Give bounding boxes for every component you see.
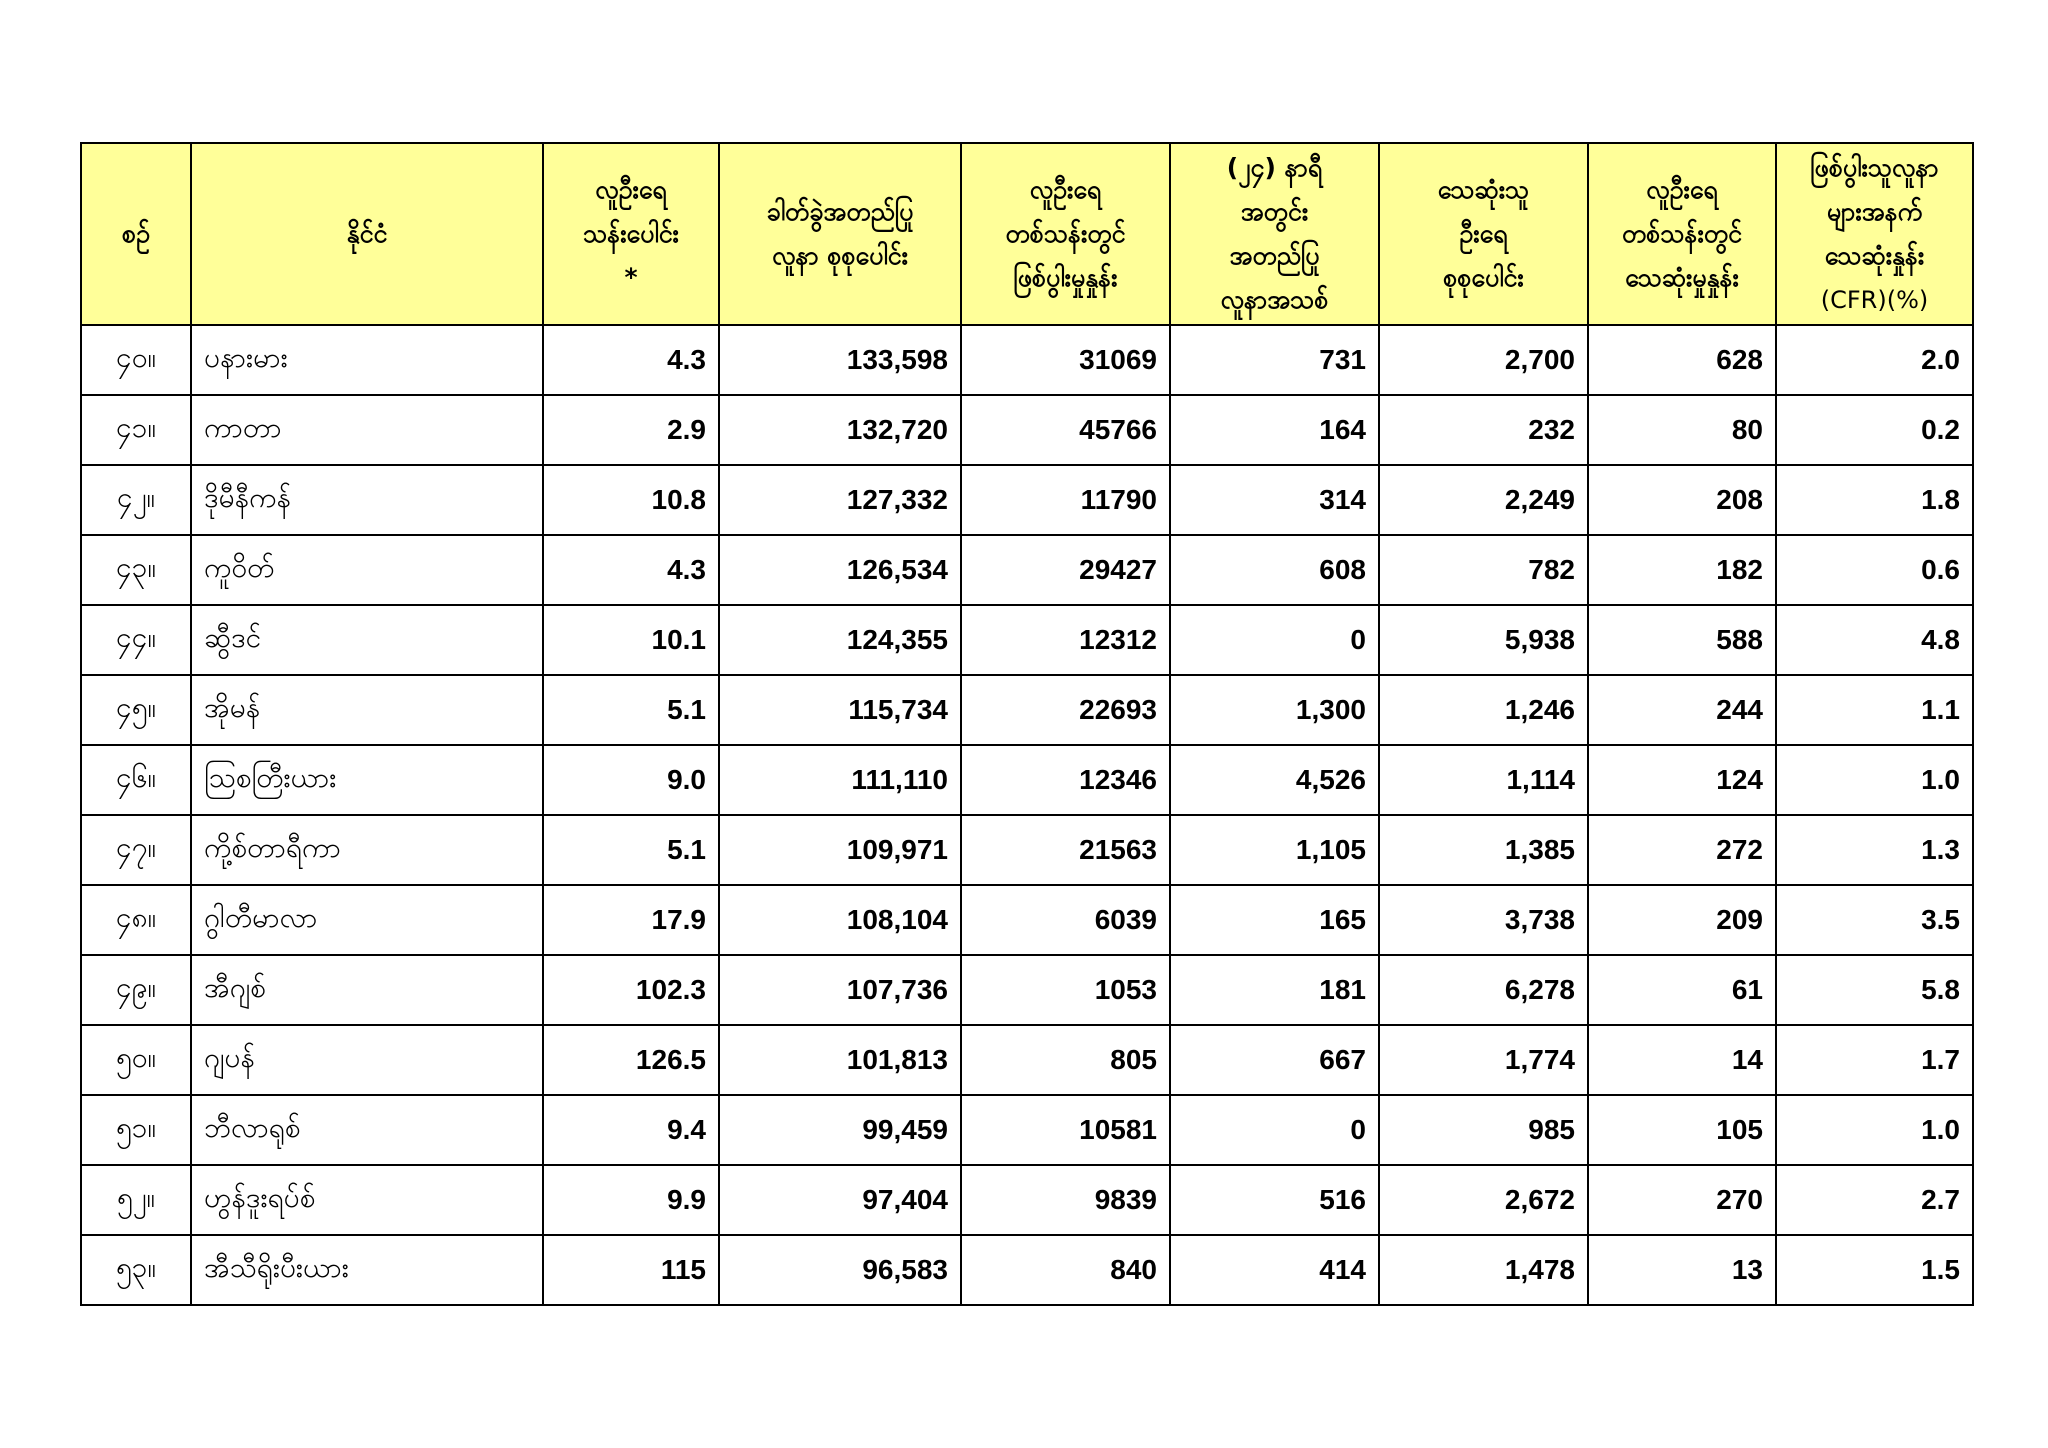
cell-country: ဩစတြီးယား — [191, 745, 543, 815]
cell-new-cases-24h: 165 — [1170, 885, 1379, 955]
cell-no: ၅၂။ — [81, 1165, 191, 1235]
header-new-cases-24h — [1170, 143, 1379, 325]
header-new-cases-line-1: (၂၄) နာရီ — [1226, 153, 1323, 182]
cell-cases-per-million: 12346 — [961, 745, 1170, 815]
cell-population: 102.3 — [543, 955, 719, 1025]
cell-total-deaths: 3,738 — [1379, 885, 1588, 955]
cell-total-cases: 96,583 — [719, 1235, 961, 1305]
header-cases-per-million — [961, 143, 1170, 325]
cell-deaths-per-million: 105 — [1588, 1095, 1776, 1165]
cell-deaths-per-million: 14 — [1588, 1025, 1776, 1095]
table-row — [81, 535, 1973, 605]
cell-total-deaths: 2,249 — [1379, 465, 1588, 535]
cell-country: ကူဝိတ် — [191, 535, 543, 605]
cell-new-cases-24h: 4,526 — [1170, 745, 1379, 815]
header-row — [81, 143, 1973, 325]
cell-cases-per-million: 1053 — [961, 955, 1170, 1025]
cell-country: ဂျပန် — [191, 1025, 543, 1095]
cell-new-cases-24h: 1,300 — [1170, 675, 1379, 745]
cell-country: ကာတာ — [191, 395, 543, 465]
cell-cases-per-million: 22693 — [961, 675, 1170, 745]
cell-total-cases: 124,355 — [719, 605, 961, 675]
cell-no: ၄၇။ — [81, 815, 191, 885]
cell-country: အီဂျစ် — [191, 955, 543, 1025]
cell-total-cases: 101,813 — [719, 1025, 961, 1095]
cell-cases-per-million: 45766 — [961, 395, 1170, 465]
cell-no: ၄၆။ — [81, 745, 191, 815]
cell-total-deaths: 782 — [1379, 535, 1588, 605]
cell-deaths-per-million: 61 — [1588, 955, 1776, 1025]
cell-cases-per-million: 11790 — [961, 465, 1170, 535]
header-total-deaths-line-2: ဦးရေ — [1459, 219, 1508, 248]
cell-new-cases-24h: 667 — [1170, 1025, 1379, 1095]
header-cfr-line-2: များအနက် — [1826, 197, 1923, 226]
cell-new-cases-24h: 0 — [1170, 605, 1379, 675]
cell-new-cases-24h: 181 — [1170, 955, 1379, 1025]
cell-new-cases-24h: 608 — [1170, 535, 1379, 605]
cell-no: ၄၃။ — [81, 535, 191, 605]
table-body — [81, 325, 1973, 1305]
cell-total-cases: 133,598 — [719, 325, 961, 395]
cell-country: ဟွန်ဒူးရပ်စ် — [191, 1165, 543, 1235]
cell-cases-per-million: 6039 — [961, 885, 1170, 955]
cell-cfr: 1.0 — [1776, 1095, 1973, 1165]
cell-total-deaths: 985 — [1379, 1095, 1588, 1165]
cell-cases-per-million: 12312 — [961, 605, 1170, 675]
cell-deaths-per-million: 209 — [1588, 885, 1776, 955]
cell-deaths-per-million: 244 — [1588, 675, 1776, 745]
header-no-line: စဉ် — [122, 219, 150, 248]
header-new-cases-line-4: လူနာအသစ် — [1220, 285, 1329, 314]
cell-cfr: 0.2 — [1776, 395, 1973, 465]
cell-no: ၅၀။ — [81, 1025, 191, 1095]
cell-deaths-per-million: 13 — [1588, 1235, 1776, 1305]
cell-no: ၄၂။ — [81, 465, 191, 535]
cell-cfr: 1.5 — [1776, 1235, 1973, 1305]
header-deaths-per-million-line-3: သေဆုံးမှုနှုန်း — [1625, 263, 1739, 292]
table-row — [81, 885, 1973, 955]
cell-population: 10.8 — [543, 465, 719, 535]
cell-new-cases-24h: 0 — [1170, 1095, 1379, 1165]
cell-cases-per-million: 31069 — [961, 325, 1170, 395]
header-deaths-per-million-line-1: လူဦးရေ — [1646, 175, 1718, 204]
cell-population: 17.9 — [543, 885, 719, 955]
cell-deaths-per-million: 628 — [1588, 325, 1776, 395]
cell-total-cases: 126,534 — [719, 535, 961, 605]
cell-cases-per-million: 29427 — [961, 535, 1170, 605]
cell-country: ဘီလာရုစ် — [191, 1095, 543, 1165]
covid-statistics-table — [80, 142, 1974, 1306]
cell-deaths-per-million: 80 — [1588, 395, 1776, 465]
table-row — [81, 325, 1973, 395]
table-row — [81, 465, 1973, 535]
cell-country: အိုမန် — [191, 675, 543, 745]
cell-population: 5.1 — [543, 675, 719, 745]
cell-deaths-per-million: 208 — [1588, 465, 1776, 535]
cell-country: ဂွါတီမာလာ — [191, 885, 543, 955]
cell-cfr: 1.0 — [1776, 745, 1973, 815]
cell-total-deaths: 2,700 — [1379, 325, 1588, 395]
header-cfr-line-4: (CFR)(%) — [1820, 286, 1929, 314]
table-row — [81, 1095, 1973, 1165]
header-deaths-per-million — [1588, 143, 1776, 325]
cell-country: အီသီရိုးပီးယား — [191, 1235, 543, 1305]
header-total-deaths-line-3: စုစုပေါင်း — [1443, 263, 1524, 292]
cell-no: ၅၃။ — [81, 1235, 191, 1305]
table-row — [81, 1165, 1973, 1235]
cell-total-deaths: 5,938 — [1379, 605, 1588, 675]
table-row — [81, 955, 1973, 1025]
cell-population: 10.1 — [543, 605, 719, 675]
cell-population: 4.3 — [543, 535, 719, 605]
cell-cfr: 1.8 — [1776, 465, 1973, 535]
cell-total-cases: 127,332 — [719, 465, 961, 535]
header-cfr-line-1: ဖြစ်ပွါးသူလူနာ — [1810, 153, 1939, 182]
header-cases-per-million-line-3: ဖြစ်ပွါးမှုနှုန်း — [1013, 263, 1118, 292]
header-total-deaths-line-1: သေဆုံးသူ — [1437, 175, 1530, 204]
cell-new-cases-24h: 1,105 — [1170, 815, 1379, 885]
cell-population: 9.9 — [543, 1165, 719, 1235]
cell-new-cases-24h: 516 — [1170, 1165, 1379, 1235]
header-cases-per-million-line-1: လူဦးရေ — [1029, 175, 1102, 204]
table-row — [81, 815, 1973, 885]
cell-total-deaths: 232 — [1379, 395, 1588, 465]
header-new-cases-line-2: အတွင်း — [1240, 197, 1309, 226]
cell-cfr: 1.1 — [1776, 675, 1973, 745]
header-cases-per-million-line-2: တစ်သန်းတွင် — [1005, 219, 1126, 248]
cell-cfr: 1.3 — [1776, 815, 1973, 885]
cell-cfr: 3.5 — [1776, 885, 1973, 955]
cell-total-cases: 99,459 — [719, 1095, 961, 1165]
cell-cfr: 4.8 — [1776, 605, 1973, 675]
cell-total-deaths: 6,278 — [1379, 955, 1588, 1025]
table-row — [81, 605, 1973, 675]
header-deaths-per-million-line-2: တစ်သန်းတွင် — [1621, 219, 1743, 248]
cell-new-cases-24h: 314 — [1170, 465, 1379, 535]
cell-population: 115 — [543, 1235, 719, 1305]
cell-total-deaths: 2,672 — [1379, 1165, 1588, 1235]
cell-cases-per-million: 9839 — [961, 1165, 1170, 1235]
cell-cfr: 0.6 — [1776, 535, 1973, 605]
cell-population: 4.3 — [543, 325, 719, 395]
cell-total-cases: 132,720 — [719, 395, 961, 465]
header-population-line-2: သန်းပေါင်း — [583, 219, 679, 248]
cell-no: ၄၁။ — [81, 395, 191, 465]
cell-cases-per-million: 21563 — [961, 815, 1170, 885]
cell-total-cases: 111,110 — [719, 745, 961, 815]
cell-country: ပနားမား — [191, 325, 543, 395]
cell-deaths-per-million: 270 — [1588, 1165, 1776, 1235]
header-no — [81, 143, 191, 325]
cell-no: ၄၈။ — [81, 885, 191, 955]
cell-no: ၄၀။ — [81, 325, 191, 395]
header-new-cases-line-3: အတည်ပြု — [1229, 241, 1320, 270]
cell-no: ၄၄။ — [81, 605, 191, 675]
cell-no: ၅၁။ — [81, 1095, 191, 1165]
cell-cases-per-million: 840 — [961, 1235, 1170, 1305]
cell-no: ၄၉။ — [81, 955, 191, 1025]
cell-total-deaths: 1,114 — [1379, 745, 1588, 815]
header-total-deaths — [1379, 143, 1588, 325]
cell-cfr: 1.7 — [1776, 1025, 1973, 1095]
cell-cases-per-million: 805 — [961, 1025, 1170, 1095]
table-row — [81, 745, 1973, 815]
cell-population: 5.1 — [543, 815, 719, 885]
cell-population: 9.0 — [543, 745, 719, 815]
cell-population: 126.5 — [543, 1025, 719, 1095]
cell-total-deaths: 1,246 — [1379, 675, 1588, 745]
table-header — [81, 143, 1973, 325]
cell-deaths-per-million: 182 — [1588, 535, 1776, 605]
header-population — [543, 143, 719, 325]
cell-cfr: 2.7 — [1776, 1165, 1973, 1235]
header-total-cases-line-1: ခါတ်ခွဲအတည်ပြု — [766, 197, 914, 226]
cell-population: 9.4 — [543, 1095, 719, 1165]
cell-deaths-per-million: 124 — [1588, 745, 1776, 815]
cell-deaths-per-million: 272 — [1588, 815, 1776, 885]
header-country-line: နိုင်ငံ — [346, 219, 388, 248]
header-country — [191, 143, 543, 325]
header-population-line-1: လူဦးရေ — [595, 175, 667, 204]
header-cfr-line-3: သေဆုံးနှုန်း — [1824, 241, 1925, 270]
cell-total-cases: 109,971 — [719, 815, 961, 885]
cell-total-deaths: 1,774 — [1379, 1025, 1588, 1095]
header-population-asterisk: * — [624, 263, 638, 292]
cell-country: ဆွီဒင် — [191, 605, 543, 675]
table-row — [81, 1025, 1973, 1095]
cell-cases-per-million: 10581 — [961, 1095, 1170, 1165]
cell-new-cases-24h: 414 — [1170, 1235, 1379, 1305]
cell-new-cases-24h: 164 — [1170, 395, 1379, 465]
cell-total-deaths: 1,385 — [1379, 815, 1588, 885]
cell-no: ၄၅။ — [81, 675, 191, 745]
cell-cfr: 2.0 — [1776, 325, 1973, 395]
table-row — [81, 395, 1973, 465]
cell-total-cases: 108,104 — [719, 885, 961, 955]
cell-country: ကို့စ်တာရီကာ — [191, 815, 543, 885]
table-row — [81, 675, 1973, 745]
header-total-cases-line-2: လူနာ စုစုပေါင်း — [772, 241, 908, 270]
cell-total-cases: 115,734 — [719, 675, 961, 745]
cell-total-deaths: 1,478 — [1379, 1235, 1588, 1305]
header-cfr — [1776, 143, 1973, 325]
cell-population: 2.9 — [543, 395, 719, 465]
header-total-cases — [719, 143, 961, 325]
cell-total-cases: 107,736 — [719, 955, 961, 1025]
cell-cfr: 5.8 — [1776, 955, 1973, 1025]
cell-new-cases-24h: 731 — [1170, 325, 1379, 395]
cell-deaths-per-million: 588 — [1588, 605, 1776, 675]
table-row — [81, 1235, 1973, 1305]
cell-country: ဒိုမီနီကန် — [191, 465, 543, 535]
cell-total-cases: 97,404 — [719, 1165, 961, 1235]
